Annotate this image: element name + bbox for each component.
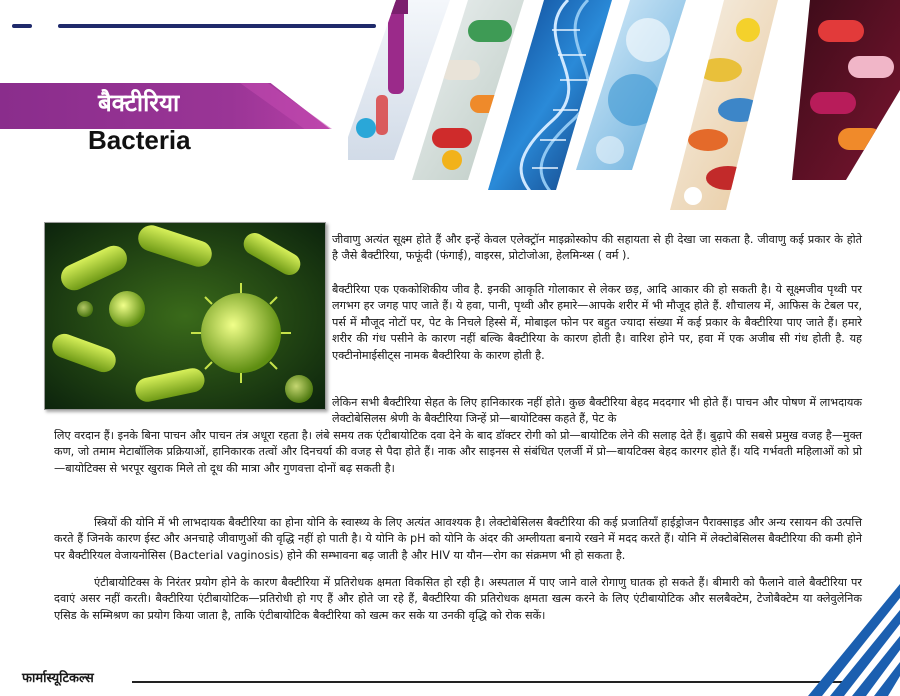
footer-section-label: फार्मास्यूटिकल्स [22, 671, 94, 686]
bacteria-microscope-icon [45, 223, 325, 409]
paragraph-probiotics-start: लेकिन सभी बैक्टीरिया सेहत के लिए हानिकारक नहीं होते। कुछ बैक्टीरिया बेहद मददगार भी होते हैं। पाचन और पोषण में लाभदायक लेक्टोबेसिलस श्रेणी के बैक्टीरिया जिन्हें प्रो—बायोटिक्स कहते हैं, पेट के [332, 396, 862, 426]
title-hindi: बैक्टीरिया [98, 89, 180, 117]
top-rule-short [12, 24, 32, 28]
paragraph-intro: जीवाणु अत्यंत सूक्ष्म होते हैं और इन्हें केवल एलेक्ट्रॉन माइक्रोस्कोप की सहायता से ही देखा जा सकता है. जीवाणु कई प्रकार के होते है जैसे बैक्टीरिया, फफूंदी (फंगाई), वाइरस, प्रोटोजोआ, हेलमिन्थ्स ( वर्म ). [332, 233, 862, 263]
paragraph-bacteria: बैक्टीरिया एक एककोशिकीय जीव है. इनकी आकृति गोलाकार से लेकर छड़, आदि आकार की हो सकती है। ये सूक्ष्मजीव पृथ्वी पर लगभग हर जगह पाए जाते हैं। ये हवा, पानी, पृथ्वी और हमारे—आपके शरीर में भी मौजूद होते हैं. शौचालय में, आफिस के टेबल पर, पर्स में मौजूद नोटों पर, पेट के निचले हिस्से में, मोबाइल फोन पर बहुत ज्यादा संख्या में कई प्रकार के बैक्टीरिया पाए जाते हैं। हमारे शरीर की गंध पसीने के कारण नहीं बल्कि बैक्टीरिया के कारण होती है। वारिश होने पर, हवा में एक अजीब सी गंध होती है. यह एक्टीनोमाईसीट्स नामक बैक्टीरिया के कारण होती है. [332, 283, 862, 362]
bacteria-photo [44, 222, 326, 410]
corner-stripes [808, 584, 900, 696]
title-english: Bacteria [88, 125, 191, 155]
header-image-strips [348, 0, 900, 210]
footer-rule [132, 681, 842, 683]
paragraph-probiotics-cont: लिए वरदान हैं। इनके बिना पाचन और पाचन तंत्र अधूरा रहता है। लंबे समय तक एंटीबायोटिक दवा देने के बाद डॉक्टर रोगी को प्रो—बायोटिक लेने की सलाह देते हैं। बुढ़ापे की सबसे प्रमुख वजह है—मुक्त कण, जो तमाम मेटाबॉलिक प्रक्रियाओं, हानिकारक तत्वों और दिनचर्या की वजह से पैदा होते हैं। नाक और साइनस से संबंधित एलर्जी में प्रो—बायटिक्स बेहद कारगर होते हैं। यदि गर्भवती महिलाओं को प्रो—बायोटिक्स से भरपूर खुराक मिले तो दूध की मात्रा और गुणवत्ता दोनों बढ़ सकती है। [54, 429, 862, 475]
top-rule-long [58, 24, 376, 28]
paragraph-vaginal-health: स्त्रियों की योनि में भी लाभदायक बैक्टीरिया का होना योनि के स्वास्थ्य के लिए अत्यंत आवश्यक है। लेक्टोबेसिलस बैक्टीरिया की कई प्रजातियाँ हाईड्रोजन पैराक्साइड और अन्य रसायन की उत्पत्ति करते हैं जिनके कारण ईस्ट और अनचाहे जीवाणुओं की वृद्धि नहीं हो पाती है। ये योनि के pH को योनि के अंदर की अम्लीयता बनाये रखने में मदद करते हैं। योनि में लेक्टोबेसिलस बैक्टीरिया की कमी होने पर बैक्टीरियल वेजायनोसिस (Bacterial vaginosis) होने की सम्भावना बढ़ जाती है और HIV या यौन—रोग का संक्रमण भी हो सकता है. [54, 516, 862, 562]
paragraph-antibiotic-resistance: एंटीबायोटिक्स के निरंतर प्रयोग होने के कारण बैक्टीरिया में प्रतिरोधक क्षमता विकसित हो रही है। अस्पताल में पाए जाने वाले रोगाणु घातक हो सकते हैं। बीमारी को फैलाने वाले बैक्टीरिया पर दवाएं असर नहीं करती। बैक्टीरिया एंटीबायोटिक—प्रतिरोधी हो गए हैं और होते जा रहे हैं, बैक्टीरिया की प्रतिरोधक क्षमता खत्म करने के लिए एंटीबायोटिक और सलबैक्टेम, टेजोबैक्टेम या क्लेवुलेनिक एसिड के सम्मिश्रण का प्रयोग किया जाता है, ताकि एंटीबायोटिक बैक्टीरिया को खत्म कर सके या उनकी वृद्धि को रोक सकें। [54, 576, 862, 622]
